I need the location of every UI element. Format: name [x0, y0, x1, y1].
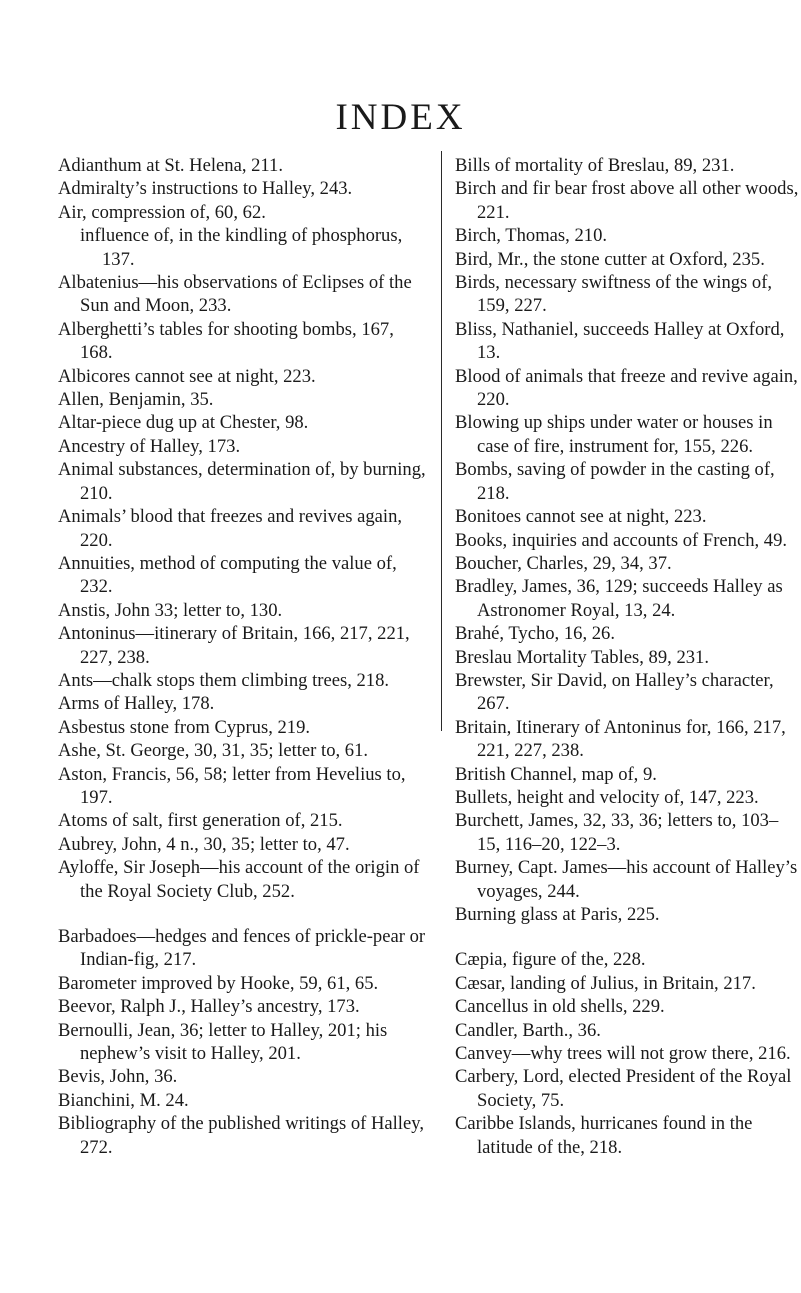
index-entry: Bibliography of the published writings of Halley, 272. — [58, 1113, 424, 1158]
index-entry: Bullets, height and velocity of, 147, 223. — [455, 786, 759, 808]
index-entry: Brewster, Sir David, on Halley’s character, 267. — [455, 669, 774, 715]
index-entry: Adianthum at St. Helena, 211. — [58, 155, 283, 176]
index-entry: Cancellus in old shells, 229. — [455, 996, 665, 1018]
index-entry: Caribbe Islands, hurricanes found in the latitude of the, 218. — [455, 1113, 753, 1158]
index-entry: Bird, Mr., the stone cutter at Oxford, 235. — [455, 248, 765, 270]
index-entry: Burney, Capt. James—his account of Halley’s voyages, 244. — [455, 857, 798, 902]
index-column-left — [58, 154, 426, 1159]
index-entry: Birch, Thomas, 210. — [455, 225, 608, 247]
index-entry: Canvey—why trees will not grow there, 216. — [455, 1043, 791, 1065]
index-entry: Blowing up ships under water or houses in case of fire, instrument for, 155, 226. — [455, 412, 773, 457]
index-entry: Ants—chalk stops them climbing trees, 218. — [58, 669, 390, 691]
index-entry: Carbery, Lord, elected President of the Royal Society, 75. — [455, 1066, 792, 1111]
index-entry: Annuities, method of computing the value of, 232. — [58, 552, 397, 598]
index-entry: Burning glass at Paris, 225. — [455, 904, 660, 925]
index-entry: Antoninus—itinerary of Britain, 166, 217, 221, 227, 238. — [58, 623, 410, 668]
index-entry: Bevis, John, 36. — [58, 1066, 178, 1088]
index-entry: Barbadoes—hedges and fences of prickle-pear or Indian-fig, 217. — [58, 926, 426, 971]
index-entry: Bliss, Nathaniel, succeeds Halley at Oxford, 13. — [455, 318, 785, 364]
index-entry: Brahé, Tycho, 16, 26. — [455, 623, 615, 645]
index-entry: Ancestry of Halley, 173. — [58, 435, 241, 457]
index-entry: Candler, Barth., 36. — [455, 1019, 601, 1041]
index-entry: British Channel, map of, 9. — [455, 763, 657, 785]
page-title: INDEX — [335, 97, 466, 138]
index-entry: Aston, Francis, 56, 58; letter from Hevelius to, 197. — [58, 763, 406, 808]
index-entry: Cæsar, landing of Julius, in Britain, 217. — [455, 972, 756, 994]
index-entry: Bianchini, M. 24. — [58, 1089, 189, 1111]
index-entry: Albatenius—his observations of Eclipses of the Sun and Moon, 233. — [58, 272, 412, 317]
index-entry: Cæpia, figure of the, 228. — [455, 949, 646, 971]
index-entry: Bombs, saving of powder in the casting of, 218. — [455, 459, 775, 504]
index-entry: Bernoulli, Jean, 36; letter to Halley, 201; his nephew’s visit to Halley, 201. — [58, 1019, 388, 1065]
index-entry: Albicores cannot see at night, 223. — [58, 365, 316, 387]
index-entry: Boucher, Charles, 29, 34, 37. — [455, 552, 672, 574]
index-entry: Barometer improved by Hooke, 59, 61, 65. — [58, 972, 379, 994]
index-entry: Beevor, Ralph J., Halley’s ancestry, 173. — [58, 996, 360, 1018]
index-entry: Burchett, James, 32, 33, 36; letters to, 103–15, 116–20, 122–3. — [455, 810, 779, 855]
index-entry: Ashe, St. George, 30, 31, 35; letter to, 61. — [58, 740, 369, 762]
index-entry: Birch and fir bear frost above all other woods, 221. — [455, 178, 799, 223]
index-entry: Allen, Benjamin, 35. — [58, 389, 214, 411]
index-entry: Arms of Halley, 178. — [58, 693, 215, 715]
index-entry: Air, compression of, 60, 62. — [58, 201, 266, 223]
index-entry: Alberghetti’s tables for shooting bombs, 167, 168. — [58, 318, 394, 364]
index-entry: Altar-piece dug up at Chester, 98. — [58, 412, 309, 434]
index-entry: Breslau Mortality Tables, 89, 231. — [455, 646, 709, 668]
index-entry: Birds, necessary swiftness of the wings of, 159, 227. — [455, 272, 773, 317]
index-entry: Britain, Itinerary of Antoninus for, 166, 217, 221, 227, 238. — [455, 716, 786, 762]
index-entry: Admiralty’s instructions to Halley, 243. — [58, 178, 353, 200]
index-entry: Books, inquiries and accounts of French, 49. — [455, 529, 788, 551]
index-entry: Animals’ blood that freezes and revives again, 220. — [58, 506, 403, 551]
index-entry: Bradley, James, 36, 129; succeeds Halley as Astronomer Royal, 13, 24. — [455, 576, 783, 621]
index-entry: Bonitoes cannot see at night, 223. — [455, 506, 707, 528]
index-entry: Anstis, John 33; letter to, 130. — [58, 599, 283, 621]
index-entry: Ayloffe, Sir Joseph—his account of the origin of the Royal Society Club, 252. — [58, 857, 420, 902]
index-entry: Atoms of salt, first generation of, 215. — [58, 810, 343, 832]
index-entry: influence of, in the kindling of phosphorus, 137. — [80, 225, 403, 270]
index-entry: Animal substances, determination of, by burning, 210. — [58, 459, 426, 504]
index-entry: Aubrey, John, 4 n., 30, 35; letter to, 47. — [58, 833, 350, 855]
index-column-right — [455, 154, 800, 1159]
index-entry: Asbestus stone from Cyprus, 219. — [58, 716, 311, 738]
index-entry: Blood of animals that freeze and revive again, 220. — [455, 365, 798, 411]
index-entry: Bills of mortality of Breslau, 89, 231. — [455, 155, 735, 176]
column-divider — [441, 151, 442, 731]
